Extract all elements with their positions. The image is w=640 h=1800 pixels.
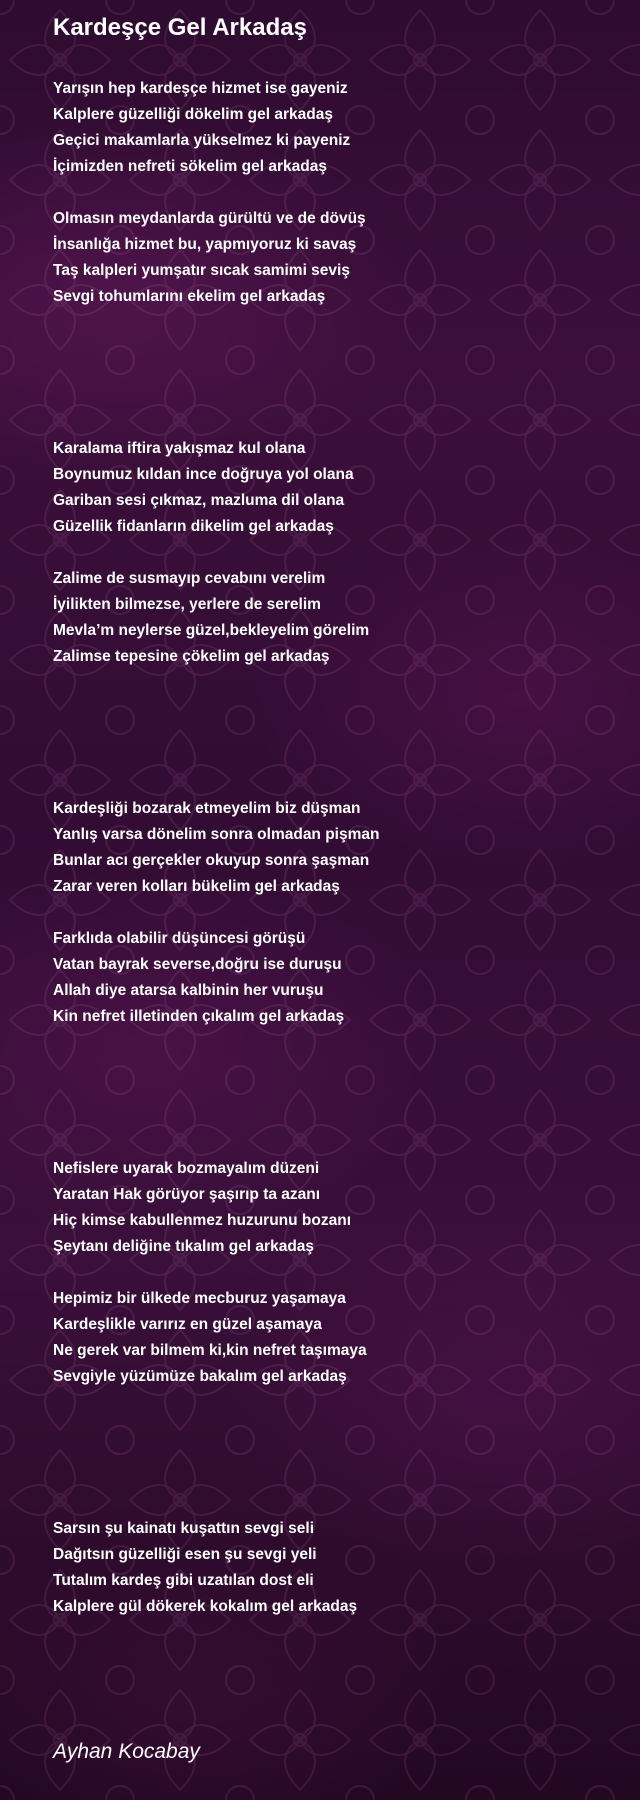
stanza-1: [53, 76, 613, 180]
poem-line: Güzellik fidanların dikelim gel arkadaş: [53, 518, 334, 535]
poem-line: Sevgi tohumlarını ekelim gel arkadaş: [53, 288, 326, 305]
poem-line: Hepimiz bir ülkede mecburuz yaşamaya: [53, 1290, 346, 1307]
poem-line: Zalime de susmayıp cevabını verelim: [53, 570, 326, 587]
poem-line: Dağıtsın güzelliği esen şu sevgi yeli: [53, 1546, 317, 1563]
poem-line: Nefislere uyarak bozmayalım düzeni: [53, 1160, 320, 1177]
poem-line: Taş kalpleri yumşatır sıcak samimi seviş: [53, 262, 350, 279]
poem-line: Bunlar acı gerçekler okuyup sonra şaşman: [53, 852, 370, 869]
poem-line: Zarar veren kolları bükelim gel arkadaş: [53, 878, 340, 895]
poem-line: Şeytanı deliğine tıkalım gel arkadaş: [53, 1238, 315, 1255]
poem-line: Yaratan Hak görüyor şaşırıp ta azanı: [53, 1186, 321, 1203]
poem-line: Zalimse tepesine çökelim gel arkadaş: [53, 648, 330, 665]
poem-author: Ayhan Kocabay: [53, 1740, 200, 1763]
stanza-2: [53, 206, 613, 310]
stanza-8: [53, 1286, 613, 1390]
poem-line: Olmasın meydanlarda gürültü ve de dövüş: [53, 210, 366, 227]
stanza-6: [53, 926, 613, 1030]
poem-line: Kalplere güzelliği dökelim gel arkadaş: [53, 106, 333, 123]
poem-line: Hiç kimse kabullenmez huzurunu bozanı: [53, 1212, 351, 1229]
poem-line: Allah diye atarsa kalbinin her vuruşu: [53, 982, 324, 999]
poem-line: Gariban sesi çıkmaz, mazluma dil olana: [53, 492, 345, 509]
poem-title: Kardeşçe Gel Arkadaş: [53, 14, 307, 41]
stanza-7: [53, 1156, 613, 1260]
poem-line: İyilikten bilmezse, yerlere de serelim: [53, 596, 321, 613]
stanza-3: [53, 436, 613, 540]
poem-line: Yarışın hep kardeşçe hizmet ise gayeniz: [53, 80, 348, 97]
poem-line: Farklıda olabilir düşüncesi görüşü: [53, 930, 306, 947]
poem-line: İçimizden nefreti sökelim gel arkadaş: [53, 158, 327, 175]
poem-line: Tutalım kardeş gibi uzatılan dost eli: [53, 1572, 314, 1589]
poem-line: Kardeşlikle varırız en güzel aşamaya: [53, 1316, 322, 1333]
stanza-5: [53, 796, 613, 900]
poem-line: Geçici makamlarla yükselmez ki payeniz: [53, 132, 351, 149]
poem-line: Kalplere gül dökerek kokalım gel arkadaş: [53, 1598, 358, 1615]
poem-line: Sarsın şu kainatı kuşattın sevgi seli: [53, 1520, 315, 1537]
poem-line: İnsanlığa hizmet bu, yapmıyoruz ki savaş: [53, 236, 357, 253]
poem-line: Sevgiyle yüzümüze bakalım gel arkadaş: [53, 1368, 347, 1385]
poem-line: Boynumuz kıldan ince doğruya yol olana: [53, 466, 354, 483]
poem-line: Vatan bayrak severse,doğru ise duruşu: [53, 956, 342, 973]
poem-line: Mevla’m neylerse güzel,bekleyelim görelim: [53, 622, 370, 639]
poem-line: Kardeşliği bozarak etmeyelim biz düşman: [53, 800, 361, 817]
poem-line: Kin nefret illetinden çıkalım gel arkadaş: [53, 1008, 345, 1025]
stanza-4: [53, 566, 613, 670]
poem-line: Yanlış varsa dönelim sonra olmadan pişman: [53, 826, 380, 843]
poem-line: Karalama iftira yakışmaz kul olana: [53, 440, 306, 457]
stanza-9: [53, 1516, 613, 1620]
poem-line: Ne gerek var bilmem ki,kin nefret taşımaya: [53, 1342, 367, 1359]
